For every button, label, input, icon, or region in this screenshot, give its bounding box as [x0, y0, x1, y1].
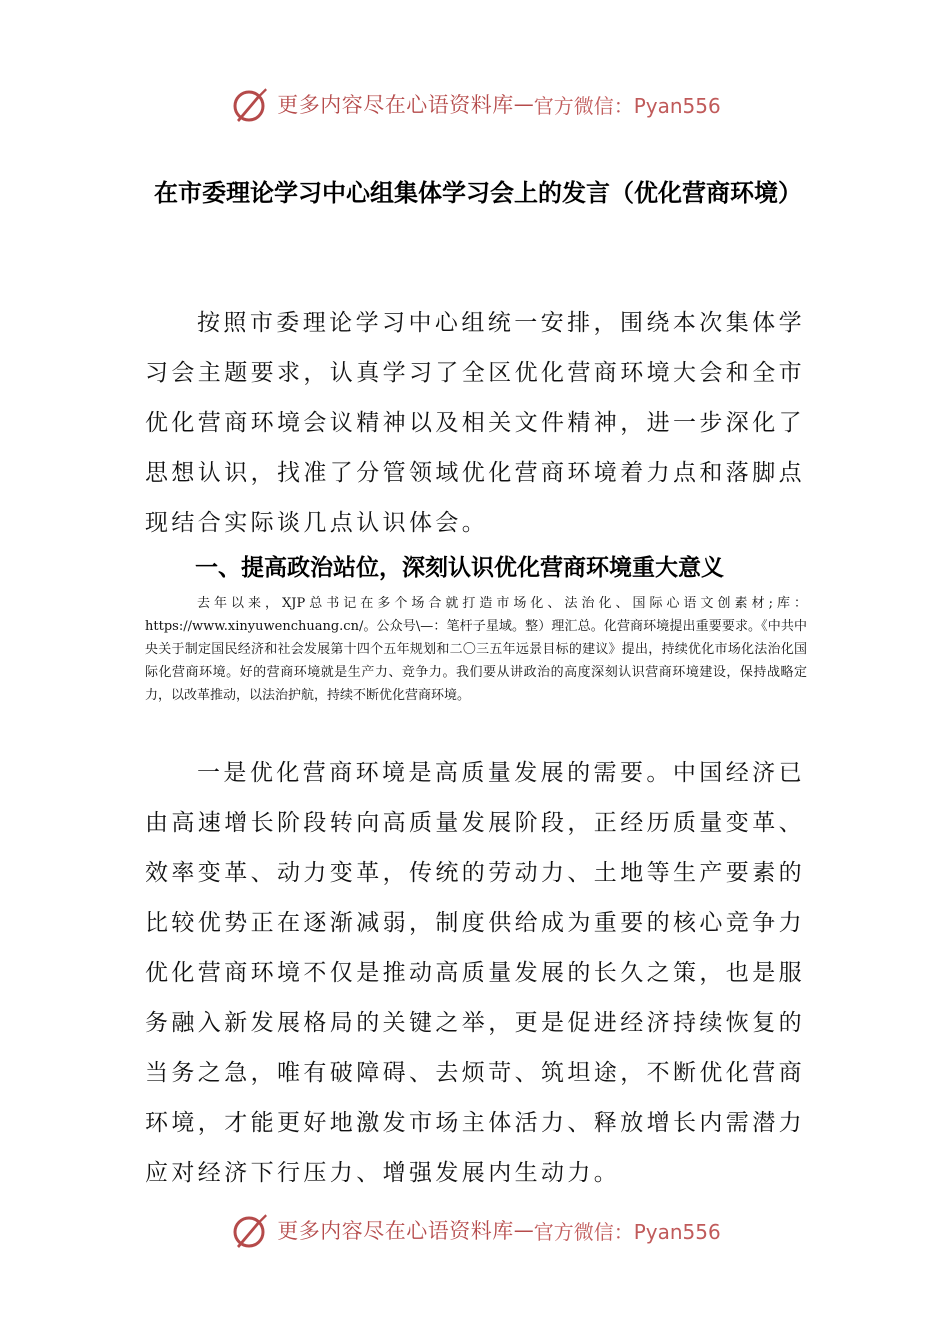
watermark-dash: —	[513, 92, 534, 116]
watermark-wechat: 官方微信：Pyan556	[533, 93, 721, 118]
point-1-paragraph: 一是优化营商环境是高质量发展的需要。中国经济已由高速增长阶段转向高质量发展阶段，正经历质量变革、效率变革、动力变革，传统的劳动力、土地等生产要素的比较优势正在逐渐减弱，制度供给成为重要的核心竞争力优化营商环境不仅是推动高质量发展的长久之策，也是服务融入新发展格局的关键之举，更是促进经济持续恢复的当务之急，唯有破障碍、去烦苛、筑坦途，不断优化营商环境，才能更好地激发市场主体活力、释放增长内需潜力应对经济下行压力、增强发展内生动力。	[145, 760, 805, 1186]
pen-circle-logo-icon	[229, 1208, 273, 1252]
watermark-wechat: 官方微信：Pyan556	[533, 1219, 721, 1244]
watermark-text: 更多内容尽在心语资料库	[277, 1219, 514, 1243]
page-title: 在市委理论学习中心组集体学习会上的发言（优化营商环境）	[154, 179, 802, 207]
intro-paragraph: 按照市委理论学习中心组统一安排，围绕本次集体学习会主题要求，认真学习了全区优化营商环境大会和全市优化营商环境会议精神以及相关文件精神，进一步深化了思想认识，找准了分管领域优化营商环境着力点和落脚点现结合实际谈几点认识体会。	[145, 310, 805, 536]
section-heading-1: 一、提高政治站位，深刻认识优化营商环境重大意义	[195, 555, 724, 581]
watermark-banner-top	[0, 80, 950, 128]
watermark-text: 更多内容尽在心语资料库	[277, 93, 514, 117]
watermark-banner-bottom	[0, 1206, 950, 1254]
section-1-small-paragraph: 去年以来，XJP总书记在多个场合就打造市场化、法治化、国际心语文创素材;库：https://www.xinyuwenchuang.cn/。公众号\—：笔杆子星域。整）理汇总。化营商环境提出重要要求。《中共中央关于制定国民经济和社会发展第十四个五年规划和二〇三五年远景目标的建议》提出，持续优化市场化法治化国际化营商环境。好的营商环境就是生产力、竞争力。我们要从讲政治的高度深刻认识营商环境建设，保持战略定力，以改革推动，以法治护航，持续不断优化营商环境。	[145, 596, 807, 703]
pen-circle-logo-icon	[229, 82, 273, 126]
watermark-dash: —	[513, 1218, 534, 1242]
